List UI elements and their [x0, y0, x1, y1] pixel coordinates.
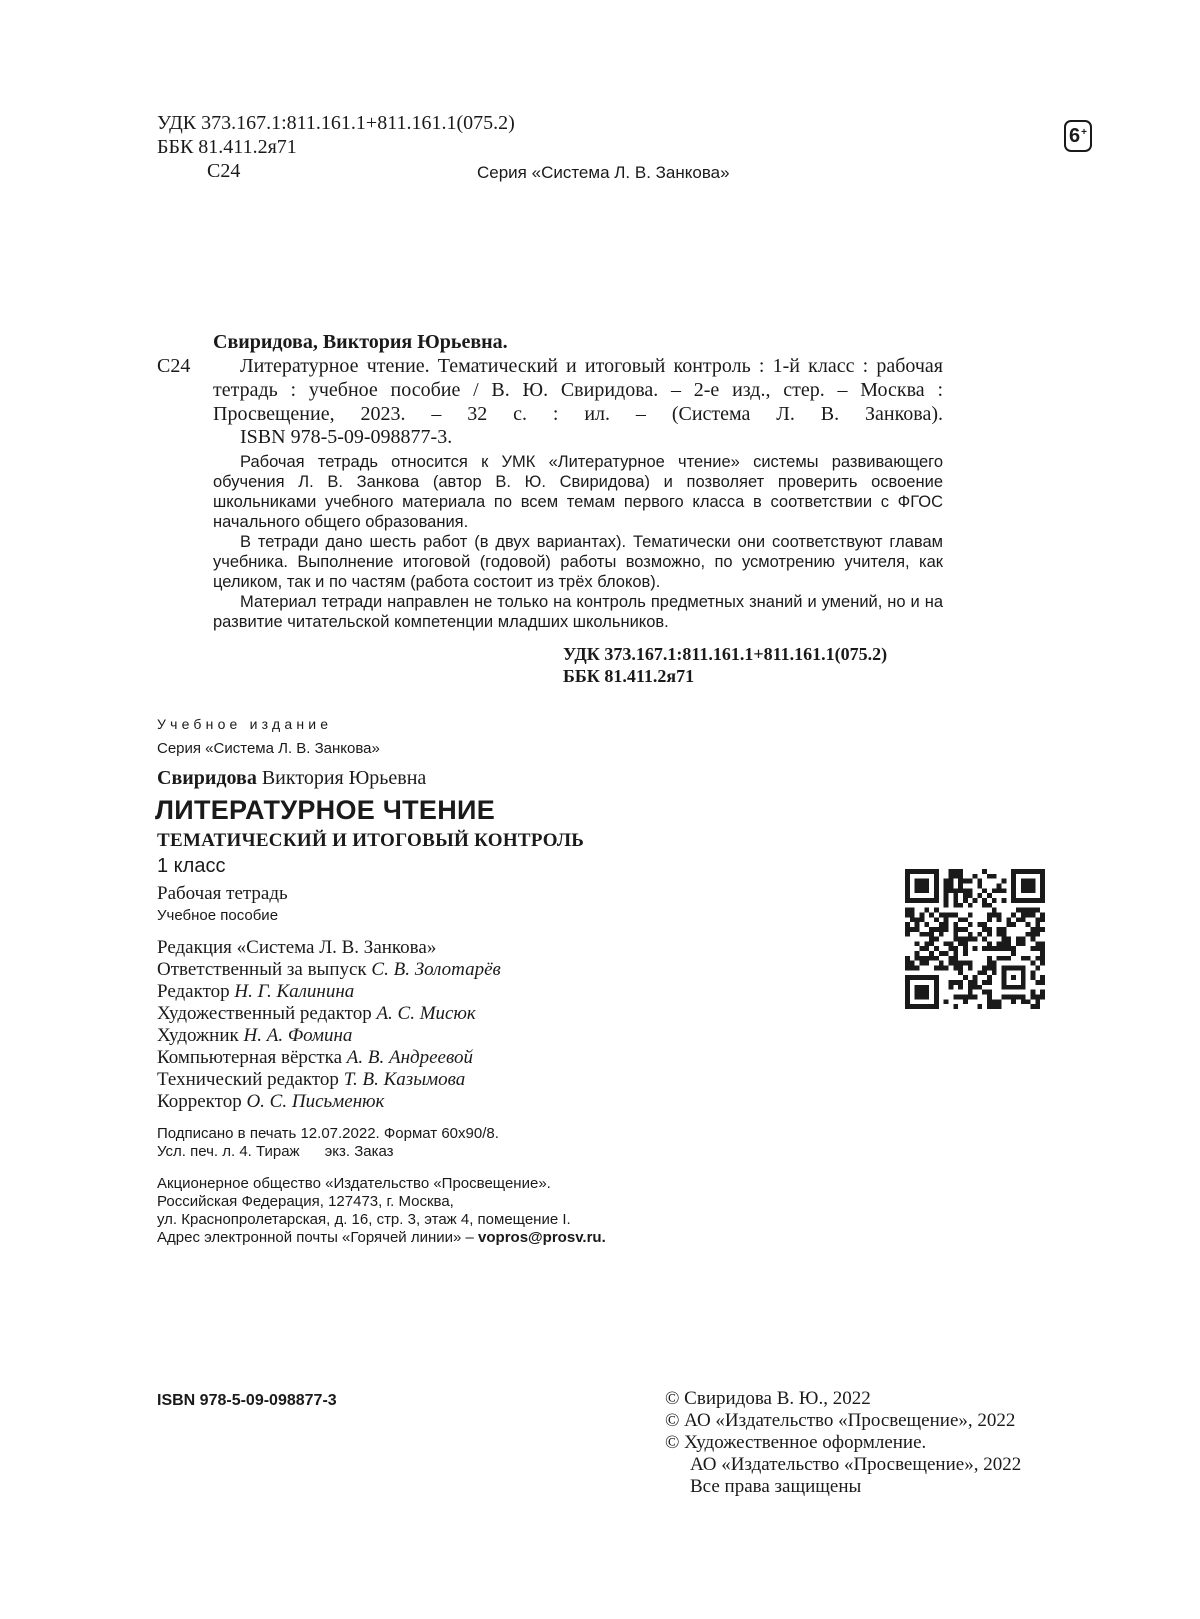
card-code: С24: [157, 355, 191, 377]
publisher-line: Акционерное общество «Издательство «Просвещение».: [157, 1175, 551, 1192]
print-line: Подписано в печать 12.07.2022. Формат 60x90/8.: [157, 1125, 499, 1142]
credit-line: Технический редактор Т. В. Казымова: [157, 1069, 466, 1090]
credit-line: Компьютерная вёрстка А. В. Андреевой: [157, 1047, 473, 1068]
card-author: Свиридова, Виктория Юрьевна.: [213, 331, 508, 353]
publisher-line: Российская Федерация, 127473, г. Москва,: [157, 1193, 454, 1210]
study-type: Учебное пособие: [157, 907, 279, 924]
publisher-info: [157, 1175, 606, 1247]
credit-line: Корректор О. С. Письменюк: [157, 1091, 385, 1112]
email-link: vopros@prosv.ru.: [478, 1229, 606, 1246]
print-line: Усл. печ. л. 4. Тираж экз. Заказ: [157, 1143, 394, 1160]
card-bbk: ББК 81.411.2я71: [563, 666, 695, 686]
series-label: Серия «Система Л. В. Занкова»: [477, 163, 730, 182]
copyright-line: © АО «Издательство «Просвещение», 2022: [665, 1410, 1016, 1431]
isbn-barcode-label: ISBN 978-5-09-098877-3: [157, 1392, 337, 1409]
edition-type: Учебное издание: [157, 716, 333, 732]
age-rating-badge: 6 +: [1064, 120, 1092, 152]
annotation: [213, 452, 943, 632]
udk-code: УДК 373.167.1:811.161.1+811.161.1(075.2): [157, 112, 515, 134]
copyright-line: © Художественное оформление.: [665, 1432, 927, 1453]
annotation-paragraph: В тетради дано шесть работ (в двух вариантах). Тематически они соответствуют главам учебника. Выполнение итоговой (годовой) работы возможно, по усмотрению учителя, как целиком, так и по частям (работа состоит из трёх блоков).: [213, 533, 943, 591]
email-line: Адрес электронной почты «Горячей линии» – vopros@prosv.ru.: [157, 1229, 606, 1246]
qr-code-icon: [905, 869, 1045, 1009]
credits-list: [157, 937, 501, 1113]
grade-label: 1 класс: [157, 855, 226, 877]
credit-line: Художник Н. А. Фомина: [157, 1025, 353, 1046]
copyright-line: Все права защищены: [690, 1476, 862, 1497]
card-classification: [563, 643, 887, 687]
print-info: [157, 1125, 499, 1161]
credit-line: Ответственный за выпуск С. В. Золотарёв: [157, 959, 501, 980]
annotation-paragraph: Рабочая тетрадь относится к УМК «Литературное чтение» системы развивающего обучения Л. В. Занкова (автор В. Ю. Свиридова) и позволяет проверить освоение школьниками учебного материала по всем темам первого класса в соответствии с ФГОС начального общего образования.: [213, 453, 943, 531]
credit-line: Редакция «Система Л. В. Занкова»: [157, 937, 437, 958]
copyright-block: [665, 1388, 1021, 1498]
card-description: Литературное чтение. Тематический и итоговый контроль : 1-й класс : рабочая тетрадь : учебное пособие / В. Ю. Свиридова. – 2-е изд., стер. – Москва : Просвещение, 2023. – 32 с. : ил. – (Система Л. В. Занкова).: [213, 355, 943, 425]
annotation-paragraph: Материал тетради направлен не только на контроль предметных знаний и умений, но и на развитие читательской компетенции младших школьников.: [213, 593, 943, 631]
credit-line: Художественный редактор А. С. Мисюк: [157, 1003, 476, 1024]
work-type: Рабочая тетрадь: [157, 883, 288, 904]
credit-line: Редактор Н. Г. Калинина: [157, 981, 355, 1002]
book-subtitle: ТЕМАТИЧЕСКИЙ И ИТОГОВЫЙ КОНТРОЛЬ: [157, 830, 585, 851]
imprint-author: Свиридова Виктория Юрьевна: [157, 767, 427, 789]
publisher-line: ул. Краснопролетарская, д. 16, стр. 3, этаж 4, помещение I.: [157, 1211, 571, 1228]
card-udk: УДК 373.167.1:811.161.1+811.161.1(075.2): [563, 644, 888, 664]
bbk-code: ББК 81.411.2я71: [157, 136, 297, 158]
copyright-line: АО «Издательство «Просвещение», 2022: [690, 1454, 1022, 1475]
book-title: ЛИТЕРАТУРНОЕ ЧТЕНИЕ: [155, 795, 496, 825]
copyright-line: © Свиридова В. Ю., 2022: [665, 1388, 871, 1409]
author-code: С24: [207, 160, 241, 182]
card-isbn: ISBN 978-5-09-098877-3.: [240, 426, 453, 448]
imprint-series: Серия «Система Л. В. Занкова»: [157, 740, 380, 757]
